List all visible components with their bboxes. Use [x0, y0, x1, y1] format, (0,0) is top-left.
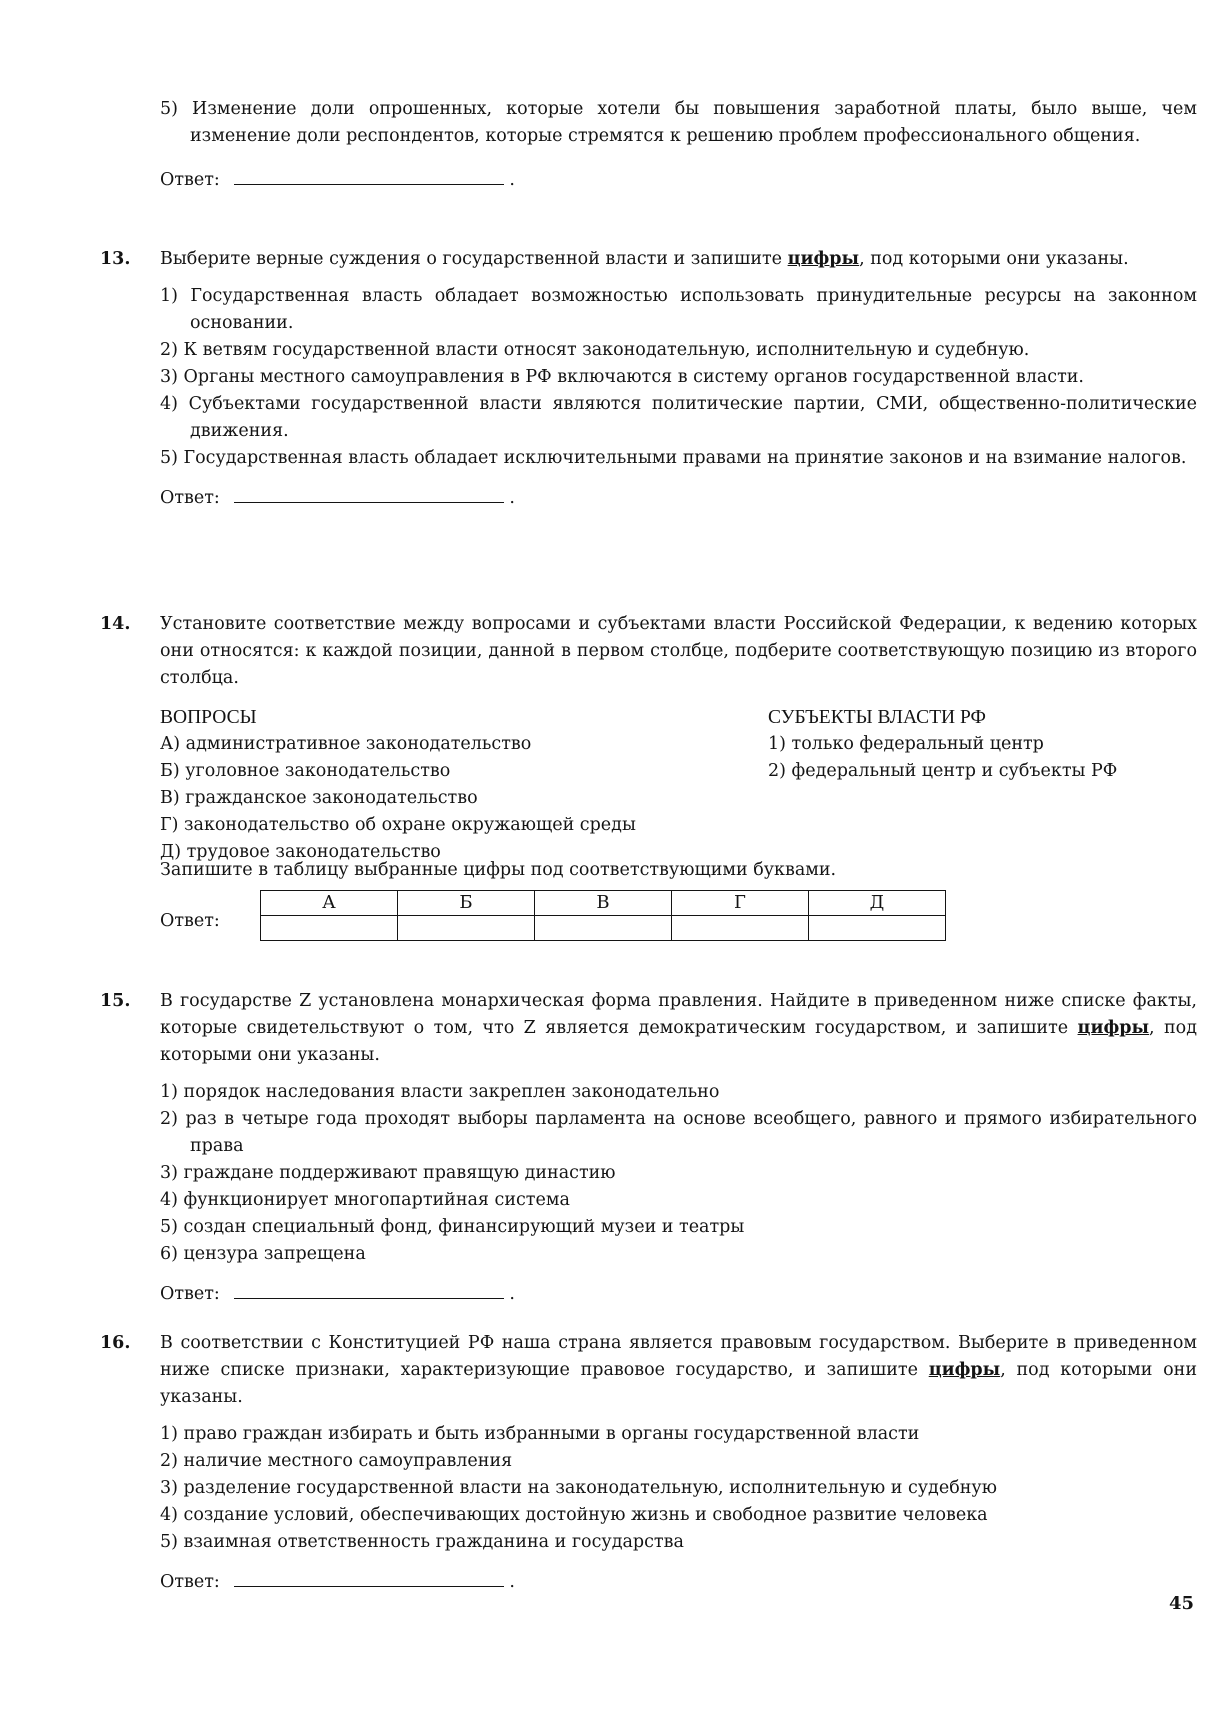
q14-question-d: Д) трудовое законодательство — [160, 842, 441, 862]
q15-answer — [160, 1280, 1197, 1308]
q14-subject-2: 2) федеральный центр и субъекты РФ — [768, 761, 1118, 781]
q15-item-2: 2) раз в четыре года проходят выборы парламента на основе всеобщего, равного и прямого избирательного права — [160, 1109, 1197, 1156]
q14-questions-column — [160, 704, 636, 866]
q14-subjects-column — [768, 704, 1117, 785]
answer-label: Ответ: — [160, 488, 220, 508]
answer-input-line[interactable] — [234, 1568, 504, 1587]
q12-block — [160, 96, 1197, 194]
q14-question-v: В) гражданское законодательство — [160, 788, 478, 808]
answer-table-header: Д — [809, 891, 946, 916]
q15-number: 15. — [100, 991, 131, 1011]
answer-input-line[interactable] — [234, 484, 504, 503]
q13-prompt: Выберите верные суждения о государственной власти и запишите цифры, под которыми они указаны. — [160, 249, 1129, 269]
answer-label: Ответ: — [160, 170, 220, 190]
q16-number: 16. — [100, 1333, 131, 1353]
q15-block — [160, 988, 1197, 1308]
q12-answer — [160, 166, 1197, 194]
q15-list — [160, 1079, 1197, 1268]
q16-answer — [160, 1568, 1197, 1596]
page-number: 45 — [1168, 1593, 1194, 1614]
answer-dot: . — [509, 170, 515, 190]
answer-table-header-row — [261, 891, 946, 916]
q16-block — [160, 1330, 1197, 1596]
q14-question-g: Г) законодательство об охране окружающей среды — [160, 815, 636, 835]
q14-table-instruction: Запишите в таблицу выбранные цифры под соответствующими буквами. — [160, 860, 837, 880]
answer-table-input-row — [261, 916, 946, 941]
q14-subjects-title: СУБЪЕКТЫ ВЛАСТИ РФ — [768, 707, 986, 728]
q13-answer — [160, 484, 1197, 512]
q15-item-4: 4) функционирует многопартийная система — [160, 1190, 570, 1210]
answer-cell-a[interactable] — [261, 916, 398, 941]
q14-columns — [160, 704, 1197, 862]
answer-cell-g[interactable] — [672, 916, 809, 941]
q14-prompt: Установите соответствие между вопросами и субъектами власти Российской Федерации, к ведению которых они относятся: к каждой позиции, данной в первом столбце, подберите соответствующую позицию из второго столбца. — [160, 614, 1197, 688]
answer-dot: . — [509, 488, 515, 508]
answer-label: Ответ: — [160, 1284, 220, 1304]
q13-item-4: 4) Субъектами государственной власти являются политические партии, СМИ, общественно-политические движения. — [160, 394, 1197, 441]
q13-list — [160, 283, 1197, 472]
q14-subject-1: 1) только федеральный центр — [768, 734, 1044, 754]
answer-cell-d[interactable] — [809, 916, 946, 941]
answer-dot: . — [509, 1284, 515, 1304]
q16-item-1: 1) право граждан избирать и быть избранными в органы государственной власти — [160, 1424, 920, 1444]
answer-table-header: Г — [672, 891, 809, 916]
q16-list — [160, 1421, 1197, 1556]
q13-item-1: 1) Государственная власть обладает возможностью использовать принудительные ресурсы на законном основании. — [160, 286, 1197, 333]
answer-dot: . — [509, 1572, 515, 1592]
answer-table-header: А — [261, 891, 398, 916]
q16-item-3: 3) разделение государственной власти на законодательную, исполнительную и судебную — [160, 1478, 997, 1498]
q13-item-2: 2) К ветвям государственной власти относят законодательную, исполнительную и судебную. — [160, 340, 1030, 360]
answer-input-line[interactable] — [234, 166, 504, 185]
q14-answer-table — [260, 890, 946, 941]
q14-number: 14. — [100, 614, 131, 634]
answer-table-header: Б — [398, 891, 535, 916]
answer-label: Ответ: — [160, 911, 220, 931]
answer-cell-b[interactable] — [398, 916, 535, 941]
q13-number: 13. — [100, 249, 131, 269]
answer-label: Ответ: — [160, 1572, 220, 1592]
q14-block — [160, 611, 1197, 950]
q15-item-6: 6) цензура запрещена — [160, 1244, 366, 1264]
q16-item-2: 2) наличие местного самоуправления — [160, 1451, 513, 1471]
q12-item-5: 5) Изменение доли опрошенных, которые хотели бы повышения заработной платы, было выше, чем изменение доли респондентов, которые стремятся к решению проблем профессионального общения. — [160, 99, 1197, 146]
q14-question-a: А) административное законодательство — [160, 734, 532, 754]
q16-prompt: В соответствии с Конституцией РФ наша страна является правовым государством. Выберите в приведенном ниже списке признаки, характеризующие правовое государство, и запишите цифры, под которыми они указаны. — [160, 1333, 1198, 1407]
q13-item-3: 3) Органы местного самоуправления в РФ включаются в систему органов государственной власти. — [160, 367, 1084, 387]
q14-questions-title: ВОПРОСЫ — [160, 707, 257, 728]
answer-table-header: В — [535, 891, 672, 916]
q16-item-4: 4) создание условий, обеспечивающих достойную жизнь и свободное развитие человека — [160, 1505, 988, 1525]
answer-cell-v[interactable] — [535, 916, 672, 941]
q15-item-3: 3) граждане поддерживают правящую династию — [160, 1163, 616, 1183]
q14-question-b: Б) уголовное законодательство — [160, 761, 451, 781]
q13-item-5: 5) Государственная власть обладает исключительными правами на принятие законов и на взимание налогов. — [160, 448, 1187, 468]
answer-input-line[interactable] — [234, 1280, 504, 1299]
q14-answer — [160, 890, 1197, 950]
q15-prompt: В государстве Z установлена монархическая форма правления. Найдите в приведенном ниже списке факты, которые свидетельствуют о том, что Z является демократическим государством, и запишите цифры, под которыми они указаны. — [160, 991, 1197, 1065]
q16-item-5: 5) взаимная ответственность гражданина и государства — [160, 1532, 684, 1552]
q13-block — [160, 246, 1197, 512]
q15-item-1: 1) порядок наследования власти закреплен законодательно — [160, 1082, 720, 1102]
q15-item-5: 5) создан специальный фонд, финансирующий музеи и театры — [160, 1217, 745, 1237]
